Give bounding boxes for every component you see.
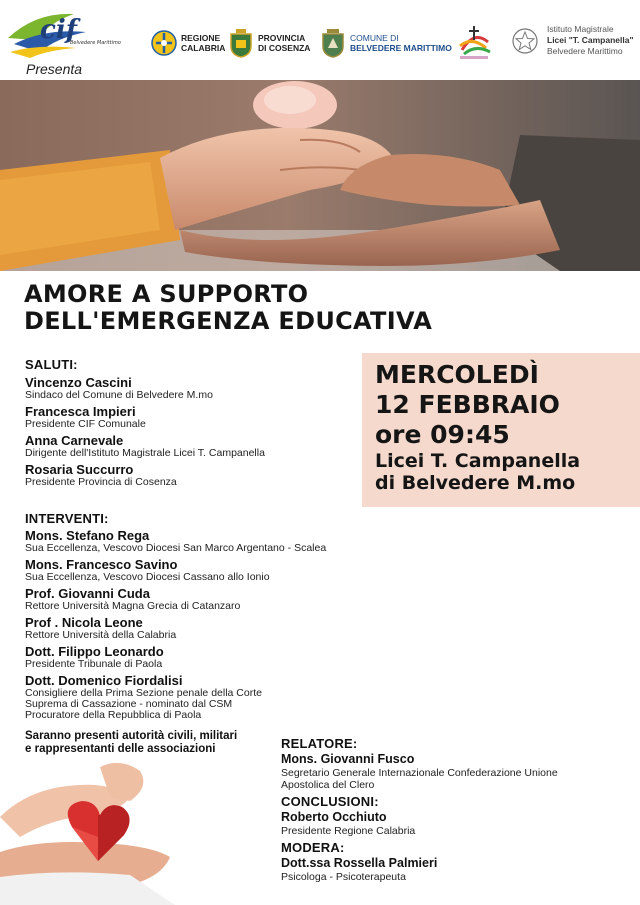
speaker-name: Mons. Francesco Savino <box>25 557 178 572</box>
istituto-label-1: Istituto Magistrale <box>547 24 614 34</box>
saluti-heading: SALUTI: <box>25 357 78 372</box>
speaker-role: Presidente Tribunale di Paola <box>25 658 163 670</box>
event-date: 12 FEBBRAIO <box>375 390 560 419</box>
speaker-item <box>25 615 355 641</box>
speaker-role-line-2: Suprema di Cassazione - nominato dal CSM <box>25 698 233 710</box>
title-line-2: DELL'EMERGENZA EDUCATIVA <box>24 307 433 335</box>
speaker-item <box>25 375 355 401</box>
attendees-note-line-1: Saranno presenti autorità civili, militari <box>25 730 238 742</box>
speaker-role: Dirigente dell'Istituto Magistrale Licei T. Campanella <box>25 447 265 459</box>
svg-text:cif: cif <box>40 15 77 45</box>
event-place-2: di Belvedere M.mo <box>375 472 576 494</box>
speaker-item <box>25 462 355 488</box>
conclusioni-role: Presidente Regione Calabria <box>281 825 416 837</box>
relatore-heading: RELATORE: <box>281 736 358 751</box>
speaker-role: Sua Eccellenza, Vescovo Diocesi Cassano allo Ionio <box>25 571 270 583</box>
modera-name: Dott.ssa Rossella Palmieri <box>281 856 438 870</box>
attendees-note-line-2: e rappresentanti delle associazioni <box>25 743 216 755</box>
comune-label-2: BELVEDERE MARITTIMO <box>350 43 452 53</box>
regione-calabria-crest-icon <box>151 28 177 58</box>
speaker-role: Rettore Università Magna Grecia di Catanzaro <box>25 600 241 612</box>
speaker-item <box>25 433 355 459</box>
cif-logo <box>6 8 121 60</box>
speaker-name: Prof. Giovanni Cuda <box>25 586 150 601</box>
conclusioni-name: Roberto Occhiuto <box>281 810 387 824</box>
speaker-item <box>25 557 355 583</box>
interventi-heading: INTERVENTI: <box>25 511 109 526</box>
speaker-role: Sindaco del Comune di Belvedere M.mo <box>25 389 213 401</box>
speaker-name: Dott. Domenico Fiordalisi <box>25 673 183 688</box>
comune-label-1: COMUNE DI <box>350 33 399 43</box>
hands-heart-image <box>0 757 175 905</box>
speaker-item <box>25 586 355 612</box>
event-time: ore 09:45 <box>375 420 510 449</box>
partner-provincia-cosenza <box>228 28 310 58</box>
svg-text:Belvedere Marittimo: Belvedere Marittimo <box>70 40 121 46</box>
provincia-cosenza-crest-icon <box>228 28 254 58</box>
modera-heading: MODERA: <box>281 840 345 855</box>
regione-label-1: REGIONE <box>181 33 221 43</box>
event-title <box>24 281 432 335</box>
speaker-name: Vincenzo Cascini <box>25 375 132 390</box>
speaker-item <box>25 673 355 721</box>
presenta-label: Presenta <box>26 61 83 77</box>
speaker-name: Mons. Stefano Rega <box>25 528 150 543</box>
speaker-role: Sua Eccellenza, Vescovo Diocesi San Marco Argentano - Scalea <box>25 542 327 554</box>
event-date-box <box>362 353 640 507</box>
speaker-name: Francesca Impieri <box>25 404 136 419</box>
speaker-item <box>25 528 355 554</box>
comune-belvedere-crest-icon <box>320 28 346 58</box>
attendees-note <box>25 730 237 756</box>
speaker-role: Consigliere della Prima Sezione penale della Corte <box>25 687 262 699</box>
partner-istituto-campanella <box>511 24 633 57</box>
hero-hands-rose-image <box>0 80 640 271</box>
repubblica-emblem-icon <box>511 26 539 56</box>
relatore-role-line-1: Segretario Generale Internazionale Confederazione Unione <box>281 767 558 779</box>
diocese-logo-icon <box>454 22 494 62</box>
speaker-item <box>25 404 355 430</box>
speaker-role: Presidente Provincia di Cosenza <box>25 476 177 488</box>
speaker-name: Dott. Filippo Leonardo <box>25 644 164 659</box>
speaker-role-line-3: Procuratore della Repubblica di Paola <box>25 709 202 721</box>
speaker-item <box>25 644 355 670</box>
partner-regione-calabria <box>151 28 225 58</box>
header <box>0 0 640 80</box>
regione-label-2: CALABRIA <box>181 43 226 53</box>
partner-comune-belvedere <box>320 28 452 58</box>
provincia-label-1: PROVINCIA <box>258 33 306 43</box>
speaker-name: Rosaria Succurro <box>25 462 134 477</box>
title-line-1: AMORE A SUPPORTO <box>24 280 309 308</box>
speaker-role: Presidente CIF Comunale <box>25 418 146 430</box>
interventi-section <box>25 511 355 724</box>
provincia-label-2: DI COSENZA <box>258 43 311 53</box>
partner-diocesi-logo <box>454 22 494 62</box>
speaker-role: Rettore Università della Calabria <box>25 629 177 641</box>
relatore-name: Mons. Giovanni Fusco <box>281 752 415 766</box>
saluti-section <box>25 357 355 491</box>
istituto-label-3: Belvedere Marittimo <box>547 46 623 56</box>
conclusioni-heading: CONCLUSIONI: <box>281 794 379 809</box>
modera-role: Psicologa - Psicoterapeuta <box>281 871 406 883</box>
speaker-name: Prof . Nicola Leone <box>25 615 143 630</box>
speaker-name: Anna Carnevale <box>25 433 124 448</box>
istituto-label-2: Licei "T. Campanella" <box>547 35 634 45</box>
right-column <box>281 736 631 886</box>
relatore-role-line-2: Apostolica del Clero <box>281 779 375 791</box>
event-place-1: Licei T. Campanella <box>375 450 581 472</box>
event-day: MERCOLEDÌ <box>375 360 539 389</box>
